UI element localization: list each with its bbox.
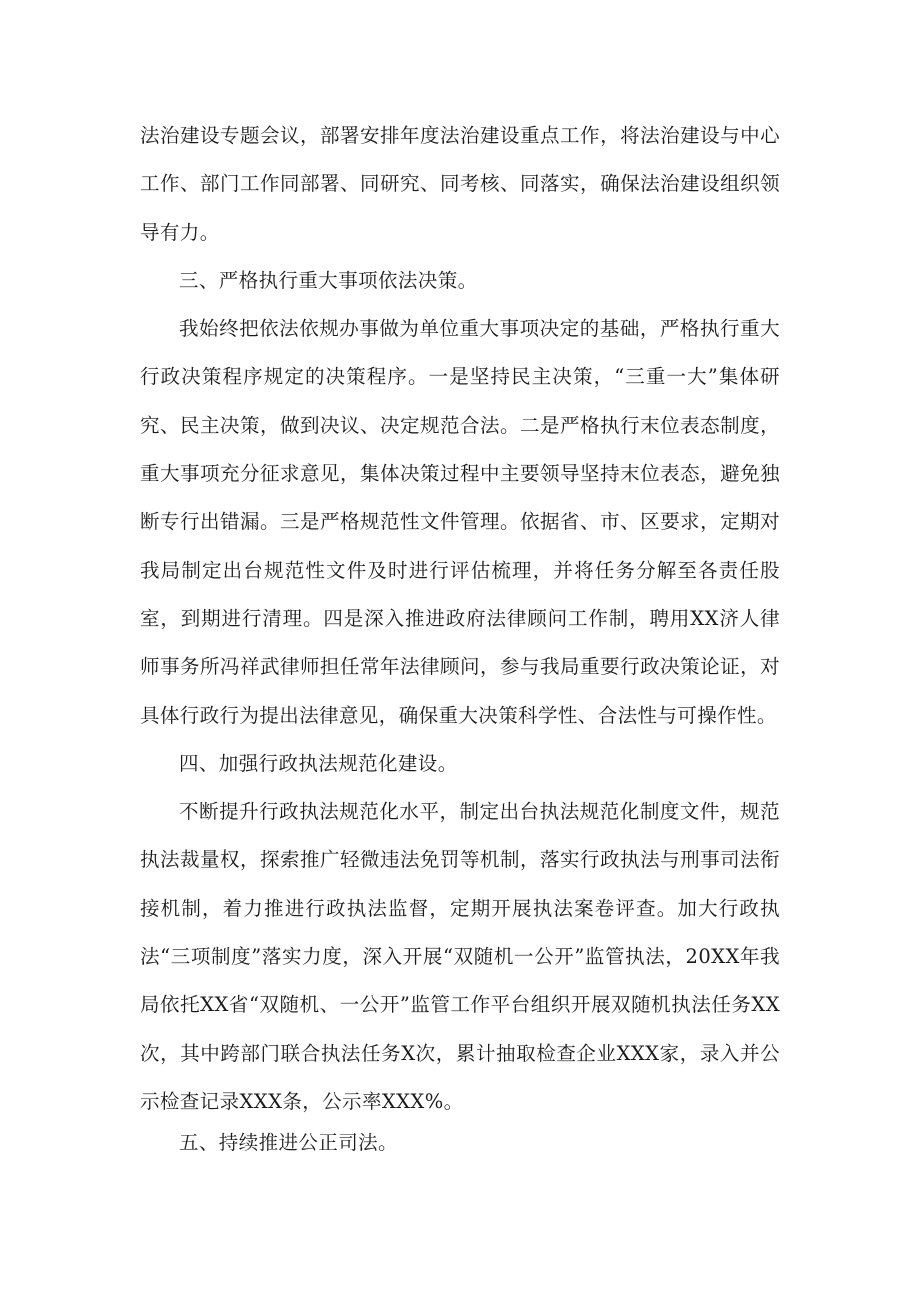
section-heading-3: 三、严格执行重大事项依法决策。 [179,268,478,292]
document-body [140,112,780,1160]
section-heading-5: 五、持续推进公正司法。 [179,1131,398,1155]
paragraph-3: 我始终把依法依规办事做为单位重大事项决定的基础，严格执行重大行政决策程序规定的决策程序。一是坚持民主决策，“三重一大”集体研究、民主决策，做到决议、决定规范合法。二是严格执行末位表态制度，重大事项充分征求意见，集体决策过程中主要领导坚持末位表态，避免独断专行出错漏。三是严格规范性文件管理。依据省、市、区要求，定期对我局制定出台规范性文件及时进行评估梳理，并将任务分解至各责任股室，到期进行清理。四是深入推进政府法律顾问工作制，聘用XX济人律师事务所冯祥武律师担任常年法律顾问，参与我局重要行政决策论证，对具体行政行为提出法律意见，确保重大决策科学性、合法性与可操作性。 [140,317,780,727]
paragraph-4: 不断提升行政执法规范化水平，制定出台执法规范化制度文件，规范执法裁量权，探索推广轻微违法免罚等机制，落实行政执法与刑事司法衔接机制，着力推进行政执法监督，定期开展执法案卷评查。加大行政执法“三项制度”落实力度，深入开展“双随机一公开”监管执法，20XX年我局依托XX省“双随机、一公开”监管工作平台组织开展双随机执法任务XX次，其中跨部门联合执法任务X次，累计抽取检查企业XXX家，录入并公示检查记录XXX条，公示率XXX%。 [140,800,780,1113]
section-heading-4: 四、加强行政执法规范化建设。 [179,751,458,775]
paragraph-1: 法治建设专题会议，部署安排年度法治建设重点工作，将法治建设与中心工作、部门工作同部署、同研究、同考核、同落实，确保法治建设组织领导有力。 [140,124,780,244]
